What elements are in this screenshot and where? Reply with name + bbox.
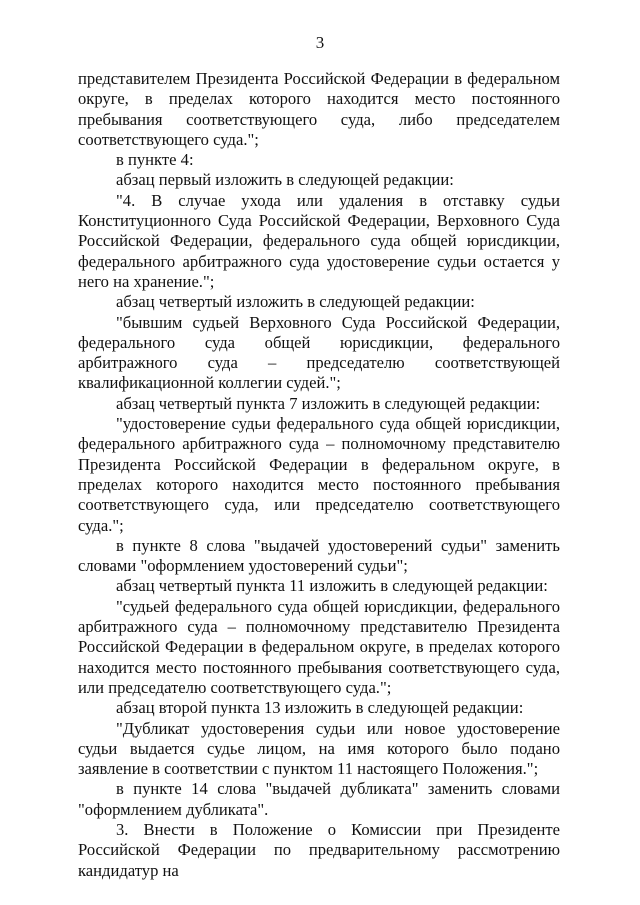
- paragraph: "судьей федерального суда общей юрисдикции, федерального арбитражного суда – полномочному представителю Президента Российской Федерации в федеральном округе, в пределах которого находится место постоянного пребывания соответствующего суда, или председателю соответствующего суда.";: [78, 596, 560, 697]
- paragraph: в пункте 4:: [116, 150, 194, 170]
- paragraph: представителем Президента Российской Федерации в федеральном округе, в пределах которого находится место постоянного пребывания соответствующего суда, либо председателем соответствующего суда.";: [78, 69, 560, 149]
- paragraph: абзац четвертый пункта 7 изложить в следующей редакции:: [116, 393, 541, 413]
- document-body: [78, 69, 560, 881]
- paragraph: в пункте 14 слова "выдачей дубликата" заменить словами "оформлением дубликата".: [78, 779, 560, 819]
- page-number: 3: [315, 33, 325, 52]
- paragraph: в пункте 8 слова "выдачей удостоверений судьи" заменить словами "оформлением удостоверений судьи";: [78, 535, 560, 576]
- paragraph: "4. В случае ухода или удаления в отставку судьи Конституционного Суда Российской Федерации, Верховного Суда Российской Федерации, федерального суда общей юрисдикции, федерального арбитражного суда удостоверение судьи остается у него на хранение.";: [78, 190, 560, 291]
- paragraph: "Дубликат удостоверения судьи или новое удостоверение судьи выдается судье лицом, на имя которого было подано заявление в соответствии с пунктом 11 настоящего Положения.";: [78, 718, 560, 779]
- paragraph: абзац первый изложить в следующей редакции:: [116, 170, 454, 190]
- paragraph: 3. Внести в Положение о Комиссии при Президенте Российской Федерации по предварительному рассмотрению кандидатур на: [78, 819, 560, 880]
- paragraph: "бывшим судьей Верховного Суда Российской Федерации, федерального суда общей юрисдикции, федерального арбитражного суда – председателю соответствующей квалификационной коллегии судей.";: [78, 312, 560, 393]
- paragraph: "удостоверение судьи федерального суда общей юрисдикции, федерального арбитражного суда – полномочному представителю Президента Российской Федерации в федеральном округе, в пределах которого находится место постоянного пребывания соответствующего суда, или председателю соответствующего суда.";: [78, 414, 560, 535]
- paragraph: абзац четвертый изложить в следующей редакции:: [116, 292, 475, 312]
- paragraph: абзац четвертый пункта 11 изложить в следующей редакции:: [116, 576, 548, 596]
- paragraph: абзац второй пункта 13 изложить в следующей редакции:: [116, 698, 524, 718]
